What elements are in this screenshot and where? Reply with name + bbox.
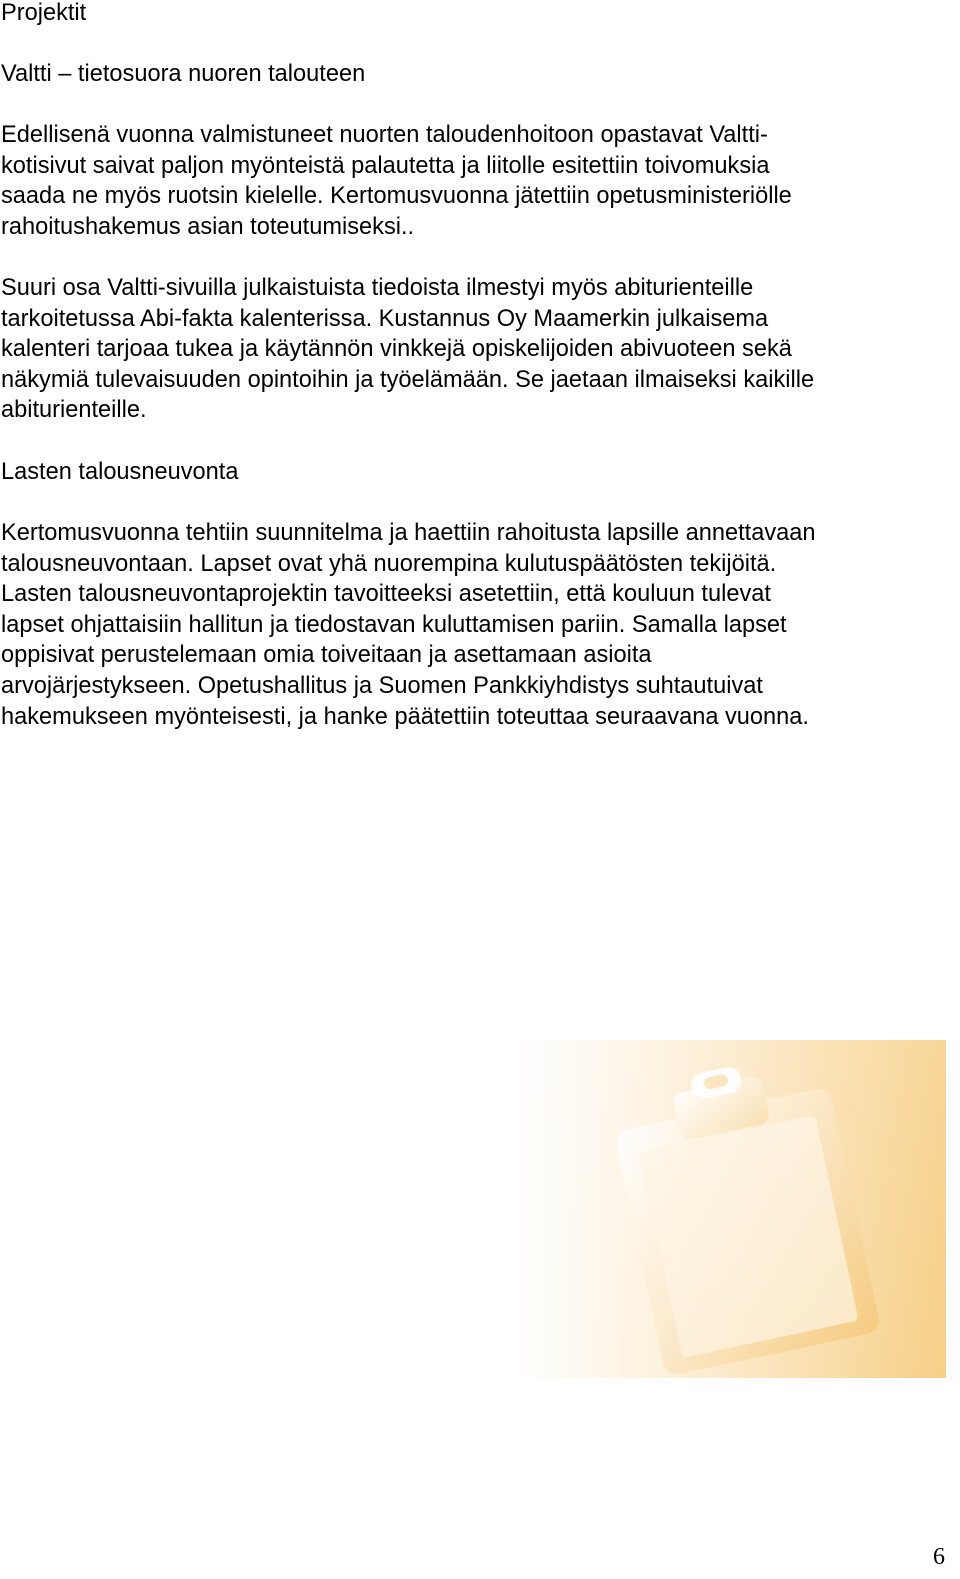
text-line: hakemukseen myönteisesti, ja hanke päätettiin toteuttaa seuraavana vuonna. [1,703,809,730]
text-line: lapset ohjattaisiin hallitun ja tiedostavan kuluttamisen pariin. Samalla lapset [1,611,787,638]
valtti-paragraph-1 [1,120,792,242]
text-line: Suuri osa Valtti-sivuilla julkaistuista tiedoista ilmestyi myös abiturienteille [1,275,754,301]
text-line: abiturienteille. [1,397,147,424]
text-line: kotisivut saivat paljon myönteistä palautetta ja liitolle esitettiin toivomuksia [1,152,770,179]
lasten-paragraph [1,518,816,732]
text-line: oppisivat perustelemaan omia toiveitaan ja asettamaan asioita [1,642,652,669]
page-number: 6 [933,1544,945,1570]
text-line: tarkoitetussa Abi-fakta kalenterissa. Kustannus Oy Maamerkin julkaisema [1,305,769,332]
text-line: Kertomusvuonna tehtiin suunnitelma ja haettiin rahoitusta lapsille annettavaan [1,520,816,546]
text-line: kalenteri tarjoaa tukea ja käytännön vinkkejä opiskelijoiden abivuoteen sekä [1,336,792,363]
text-line: rahoitushakemus asian toteutumiseksi.. [1,213,415,240]
section-title: Projektit [1,0,87,26]
text-line: saada ne myös ruotsin kielelle. Kertomusvuonna jätettiin opetusministeriölle [1,183,792,210]
clipboard-icon [515,1040,946,1378]
text-line: arvojärjestykseen. Opetushallitus ja Suomen Pankkiyhdistys suhtautuivat [1,672,763,699]
text-line: talousneuvontaan. Lapset ovat yhä nuorempina kulutuspäätösten tekijöitä. [1,550,777,577]
text-line: Edellisenä vuonna valmistuneet nuorten taloudenhoitoon opastavat Valtti- [1,122,768,148]
lasten-heading: Lasten talousneuvonta [1,459,239,485]
valtti-paragraph-2 [1,273,814,426]
text-line: Lasten talousneuvontaprojektin tavoitteeksi asetettiin, että kouluun tulevat [1,581,771,608]
text-line: näkymiä tulevaisuuden opintoihin ja työelämään. Se jaetaan ilmaiseksi kaikille [1,366,815,393]
valtti-heading: Valtti – tietosuora nuoren talouteen [1,61,366,87]
